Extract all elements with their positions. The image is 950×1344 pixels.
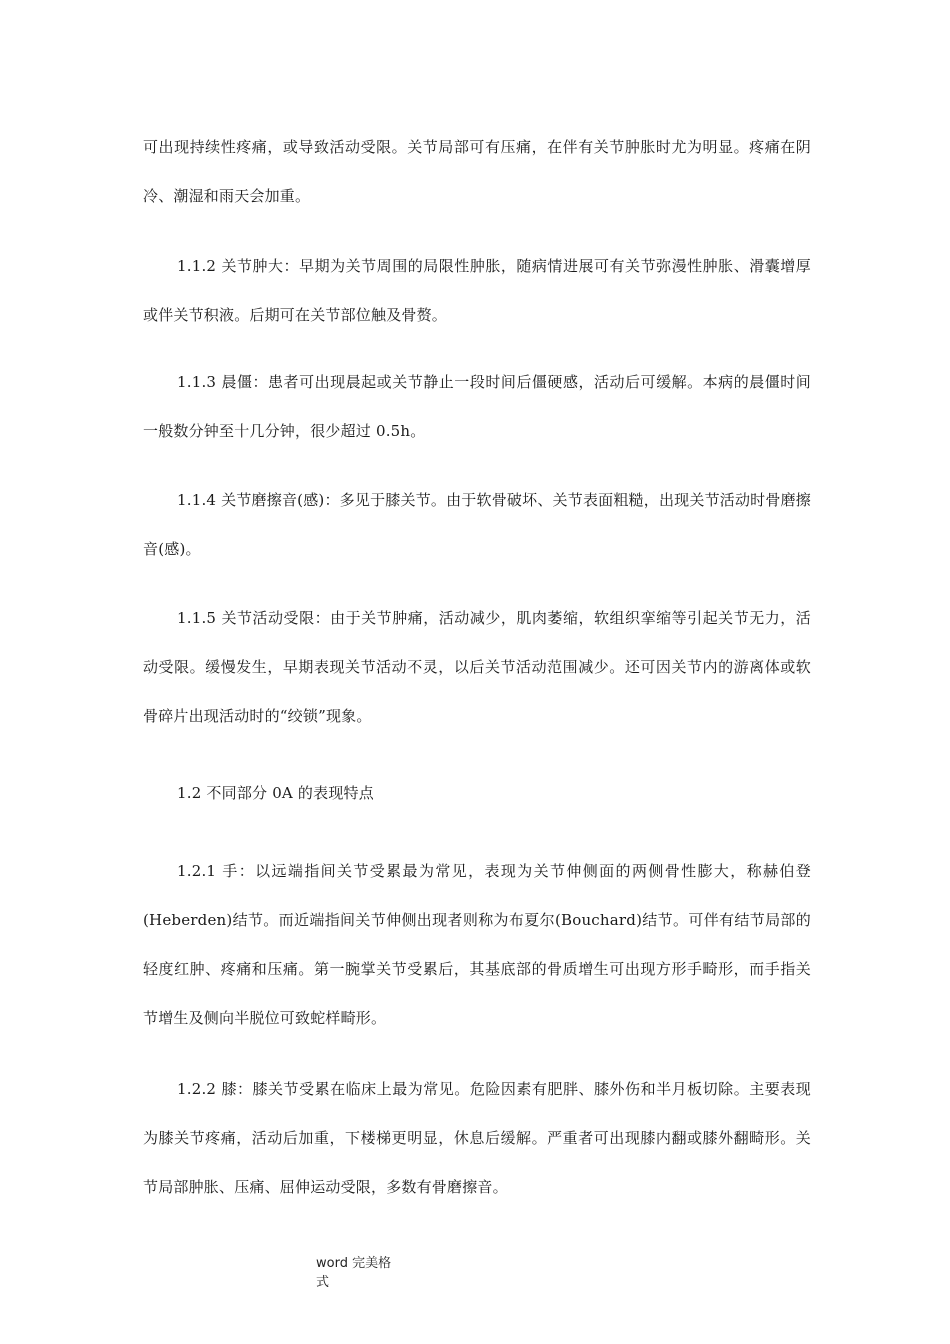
paragraph-morning-stiffness: 1.1.3 晨僵：患者可出现晨起或关节静止一段时间后僵硬感，活动后可缓解。本病的晨僵时间一般数分钟至十几分钟，很少超过 0.5h。 (143, 373, 811, 440)
paragraph-pain-continued: 可出现持续性疼痛，或导致活动受限。关节局部可有压痛，在伴有关节肿胀时尤为明显。疼痛在阴冷、潮湿和雨天会加重。 (143, 138, 811, 205)
paragraph-knee: 1.2.2 膝：膝关节受累在临床上最为常见。危险因素有肥胖、膝外伤和半月板切除。主要表现为膝关节疼痛，活动后加重，下楼梯更明显，休息后缓解。严重者可出现膝内翻或膝外翻畸形。关节局部肿胀、压痛、屈伸运动受限，多数有骨磨擦音。 (143, 1080, 811, 1196)
paragraph-hand: 1.2.1 手：以远端指间关节受累最为常见，表现为关节伸侧面的两侧骨性膨大，称赫伯登(Heberden)结节。而近端指间关节伸侧出现者则称为布夏尔(Bouchard)结节。可伴有结节局部的轻度红肿、疼痛和压痛。第一腕掌关节受累后，其基底部的骨质增生可出现方形手畸形，而手指关节增生及侧向半脱位可致蛇样畸形。 (143, 862, 811, 1027)
page-footer: word 完美格式 (316, 1256, 392, 1290)
paragraph-joint-swelling: 1.1.2 关节肿大：早期为关节周围的局限性肿胀，随病情进展可有关节弥漫性肿胀、滑囊增厚或伴关节积液。后期可在关节部位触及骨赘。 (143, 257, 811, 324)
paragraph-joint-crepitus: 1.1.4 关节磨擦音(感)：多见于膝关节。由于软骨破坏、关节表面粗糙，出现关节活动时骨磨擦音(感)。 (143, 491, 811, 558)
paragraph-limited-motion: 1.1.5 关节活动受限：由于关节肿痛，活动减少，肌肉萎缩，软组织挛缩等引起关节无力，活动受限。缓慢发生，早期表现关节活动不灵，以后关节活动范围减少。还可因关节内的游离体或软骨碎片出现活动时的“绞锁”现象。 (143, 609, 811, 725)
section-heading-oa-features: 1.2 不同部分 0A 的表现特点 (177, 784, 374, 802)
